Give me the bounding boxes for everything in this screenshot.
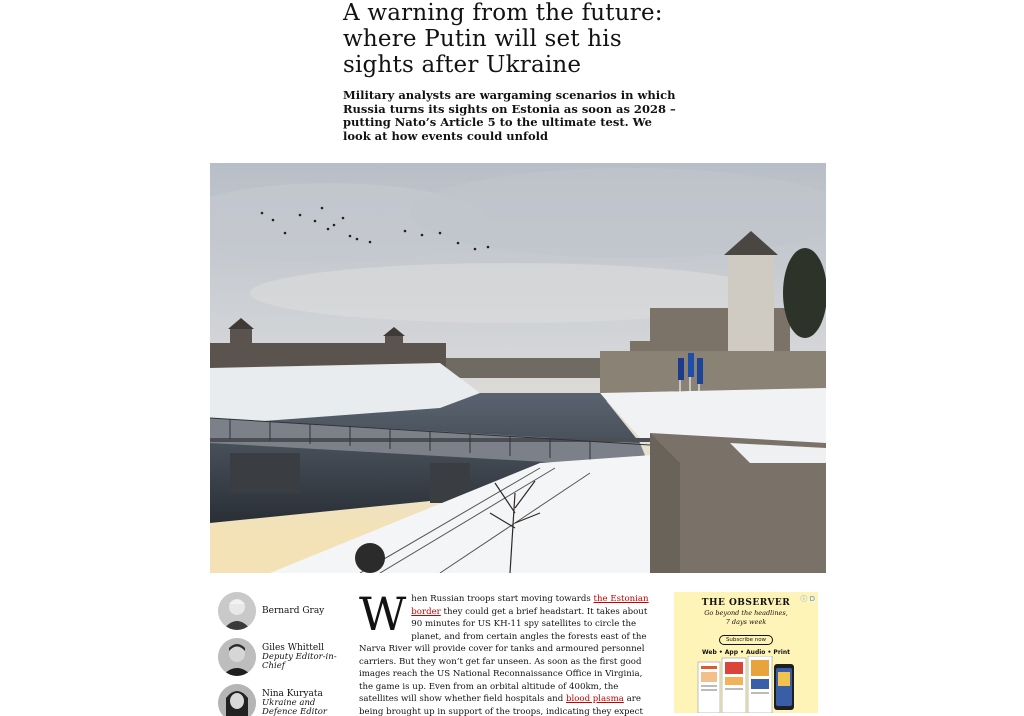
- ad-choices-icon[interactable]: ⓘ D: [800, 595, 815, 603]
- ad-subscribe-button[interactable]: Subscribe now: [719, 635, 773, 645]
- avatar: [218, 592, 256, 630]
- ad-tagline-line-1: Go beyond the headlines,: [704, 609, 788, 617]
- avatar: [218, 684, 256, 716]
- article-body: [359, 587, 654, 716]
- blood-plasma-link[interactable]: blood plasma: [565, 694, 624, 704]
- byline-name: Bernard Gray: [262, 606, 325, 616]
- byline-role: Deputy Editor-in-Chief: [262, 652, 337, 671]
- ad-brand: THE OBSERVER: [701, 598, 791, 608]
- standfirst: Military analysts are wargaming scenarios in which Russia turns its sights on Estonia as soon as 2028 – putting Nato’s Article 5 to the ultimate test. We look at how events could unfold: [343, 88, 676, 143]
- body-text-intro: hen Russian troops start moving towards: [411, 594, 594, 604]
- avatar: [218, 638, 256, 676]
- hero-photo: [210, 163, 826, 573]
- drop-cap: W: [359, 587, 407, 641]
- observer-ad[interactable]: [674, 592, 818, 713]
- headline: A warning from the future: where Putin will set his sights after Ukraine: [343, 0, 663, 78]
- byline-role: Ukraine and Defence Editor: [262, 698, 327, 716]
- estonian-border-link[interactable]: the Estonian border: [411, 594, 649, 617]
- body-text-mid: they could get a brief headstart. It takes about 90 minutes for US KH-11 spy satellites to circle the planet, and from certain angles the forests east of the Narva River will provide cover for tanks and armoured personnel carriers. But they won’t get far unseen. As soon as the first good images reach the US National Reconnaissance Office in Virginia, the game is up. Even from an orbital altitude of 400km, the satellites will show whether field hospitals and: [359, 606, 648, 704]
- byline-name: Nina Kuryata: [262, 689, 323, 699]
- byline-name: Giles Whittell: [262, 643, 324, 653]
- ad-devices-image: [696, 656, 796, 713]
- ad-channels: Web • App • Audio • Print: [702, 649, 790, 656]
- body-text-end: are being brought up in support of the troops, indicating they expect: [359, 694, 643, 716]
- ad-tagline-line-2: 7 days week: [725, 618, 767, 626]
